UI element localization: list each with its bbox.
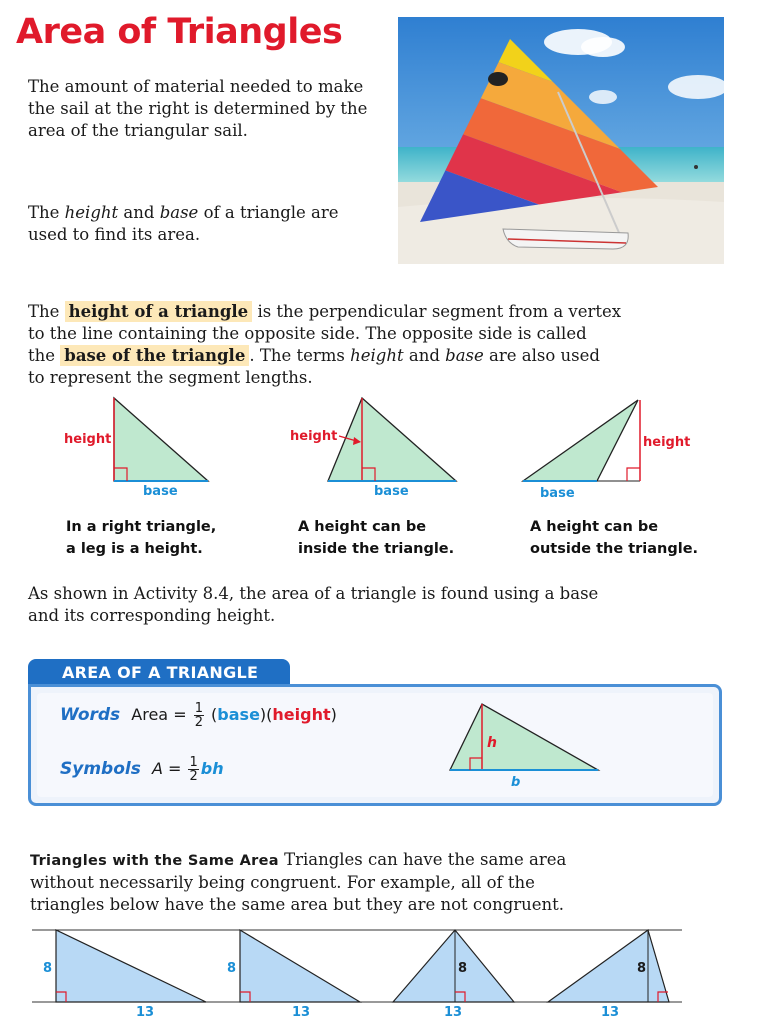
height-8-label: 8	[227, 961, 237, 976]
same-area-triangles	[0, 924, 768, 1024]
same-area-paragraph: Triangles with the Same Area Triangles can have the same area without necessarily being congruent. For example, all of the triangles below have the same area but they are not congruent.	[30, 850, 567, 914]
base-13-label: 13	[292, 1005, 311, 1020]
caption-inside-height: A height can be inside the triangle.	[298, 519, 455, 557]
base-label: base	[374, 484, 409, 499]
inside-height-diagram	[290, 398, 456, 499]
term-height-of-triangle: height of a triangle	[65, 301, 253, 322]
sailboat-photo	[398, 17, 724, 264]
height-8-label: 8	[43, 961, 53, 976]
symbols-row: Symbols A = $\frac{1}{2}$ bh	[60, 755, 224, 784]
base-13-label: 13	[444, 1005, 463, 1020]
obtuse-triangle	[523, 400, 638, 481]
one-half-fraction: $\frac{1}{2}$	[194, 701, 203, 730]
symbols-label: Symbols	[60, 759, 141, 779]
right-triangle	[114, 398, 208, 481]
base-13-label: 13	[136, 1005, 155, 1020]
outside-height-diagram	[523, 400, 690, 501]
height-label: height	[290, 429, 338, 444]
height-8-label: 8	[637, 961, 647, 976]
formula-triangle-diagram	[440, 700, 610, 795]
h-label: h	[487, 735, 497, 751]
b-label: b	[511, 775, 521, 790]
definition-paragraph: The height of a triangle is the perpendicular segment from a vertex to the line containing the opposite side. The opposite side is called the base of the triangle . The terms height and base are also used to represent the segment lengths.	[28, 302, 622, 387]
caption-right-triangle: In a right triangle, a leg is a height.	[66, 519, 217, 557]
base-label: base	[540, 486, 575, 501]
intro-paragraph-1: The amount of material needed to make the sail at the right is determined by the area of the triangular sail.	[28, 77, 368, 140]
height-label: height	[64, 432, 112, 447]
term-base-of-triangle: base of the triangle	[60, 345, 249, 366]
caption-outside-height: A height can be outside the triangle.	[530, 519, 699, 557]
height-diagrams	[0, 390, 768, 510]
acute-triangle	[328, 398, 456, 481]
base-13-label: 13	[601, 1005, 620, 1020]
intro-paragraph-2: The height and base of a triangle are used to find its area.	[28, 203, 339, 244]
key-box-tab: AREA OF A TRIANGLE	[28, 659, 290, 687]
words-row: Words Area = $\frac{1}{2}$ (base)(height)	[60, 701, 337, 730]
base-label: base	[143, 484, 178, 499]
right-triangle-diagram	[64, 398, 208, 499]
same-area-heading: Triangles with the Same Area	[30, 853, 279, 869]
page-title: Area of Triangles	[16, 12, 343, 52]
words-label: Words	[60, 705, 121, 725]
one-half-fraction: $\frac{1}{2}$	[189, 755, 198, 784]
activity-paragraph: As shown in Activity 8.4, the area of a triangle is found using a base and its corresponding height.	[28, 584, 599, 625]
height-8-label: 8	[458, 961, 468, 976]
height-label: height	[643, 435, 691, 450]
